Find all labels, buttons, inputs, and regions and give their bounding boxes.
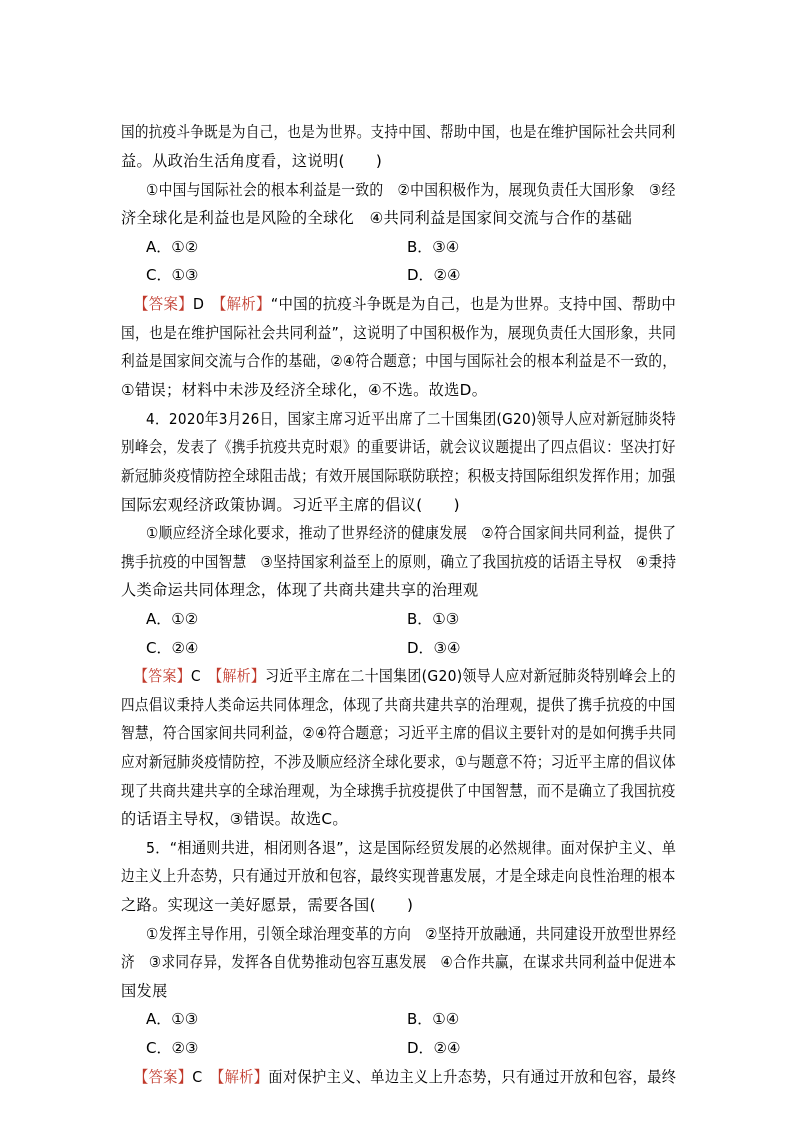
q4-analysis-line-4: 应对新冠肺炎疫情防控，不涉及顺应经济全球化要求，①与题意不符；习近平主席的倡议体 <box>121 753 676 771</box>
q3-option-d: D．②④ <box>407 266 461 284</box>
q4-analysis-line-6: 的话语主导权，③错误。故选C。 <box>121 810 348 828</box>
q5-analysis-line-1: 面对保护主义、单边主义上升态势，只有通过开放和包容，最终 <box>268 1068 677 1086</box>
q3-stem-line-1: 国的抗疫斗争既是为自己，也是为世界。支持中国、帮助中国，也是在维护国际社会共同利 <box>121 123 676 141</box>
q5-statement-line-3: 国发展 <box>121 982 168 1000</box>
q4-analysis-line-5: 现了共商共建共享的全球治理观，为全球携手抗疫提供了中国智慧，而不是确立了我国抗疫 <box>121 782 676 800</box>
q4-analysis-line-1: 习近平主席在二十国集团(G20)领导人应对新冠肺炎特别峰会上的 <box>265 667 676 685</box>
q4-statement-line-2: 携手抗疫的中国智慧 ③坚持国家利益至上的原则，确立了我国抗疫的话语主导权 ④秉持 <box>121 553 677 571</box>
q4-answer-tag: 【答案】 <box>134 667 191 685</box>
q5-option-d: D．②④ <box>407 1039 461 1057</box>
q4-stem-line-3: 新冠肺炎疫情防控全球阻击战；有效开展国际联防联控；积极支持国际组织发挥作用；加强 <box>121 467 676 485</box>
q5-option-c: C．②③ <box>146 1039 199 1057</box>
q4-answer: C <box>190 667 201 685</box>
q4-statement-line-1: ①顺应经济全球化要求，推动了世界经济的健康发展 ②符合国家间共同利益，提供了 <box>146 524 677 542</box>
q4-option-c: C．②④ <box>146 639 199 657</box>
q5-stem-line-1: 5．“相通则共进，相闭则各退”，这是国际经贸发展的必然规律。面对保护主义、单 <box>146 839 677 857</box>
q5-statement-line-1: ①发挥主导作用，引领全球治理变革的方向 ②坚持开放融通，共同建设开放型世界经 <box>146 925 677 943</box>
q3-option-a: A．①② <box>146 238 199 256</box>
q4-stem-line-4: 国际宏观经济政策协调。习近平主席的倡议( ) <box>121 496 460 514</box>
q4-option-a: A．①② <box>146 610 199 628</box>
q5-stem-line-2: 边主义上升态势，只有通过开放和包容，最终实现普惠发展，才是全球走向良性治理的根本 <box>121 867 676 885</box>
q4-option-b: B．①③ <box>407 610 460 628</box>
q4-stem-line-1: 4．2020年3月26日，国家主席习近平出席了二十国集团(G20)领导人应对新冠肺炎特 <box>146 410 676 428</box>
q4-analysis-line-3: 智慧，符合国家间共同利益，②④符合题意；习近平主席的倡议主要针对的是如何携手共同 <box>121 724 677 742</box>
q5-option-b: B．①④ <box>407 1010 460 1028</box>
q3-analysis-line-2: 国，也是在维护国际社会共同利益”，这说明了中国积极作为，展现负责任大国形象，共同 <box>121 324 677 342</box>
q5-stem-line-3: 之路。实现这一美好愿景，需要各国( ) <box>121 896 414 914</box>
q4-answer-line <box>134 666 676 686</box>
q3-option-b: B．③④ <box>407 238 460 256</box>
q4-analysis-tag: 【解析】 <box>215 667 266 685</box>
q3-analysis-line-4: ①错误；材料中未涉及经济全球化，④不选。故选D。 <box>121 381 488 399</box>
q5-answer: C <box>192 1068 203 1086</box>
q3-analysis-line-1: “中国的抗疫斗争既是为自己，也是为世界。支持中国、帮助中 <box>270 295 677 313</box>
q3-statement-line-1: ①中国与国际社会的根本利益是一致的 ②中国积极作为，展现负责任大国形象 ③经 <box>146 181 676 199</box>
q4-option-d: D．③④ <box>407 639 461 657</box>
q3-answer-line <box>134 294 676 314</box>
q3-analysis-tag: 【解析】 <box>219 295 271 313</box>
q3-statement-line-2: 济全球化是利益也是风险的全球化 ④共同利益是国家间交流与合作的基础 <box>121 209 633 227</box>
q3-answer-tag: 【答案】 <box>134 295 193 313</box>
q5-answer-line <box>134 1067 676 1087</box>
q3-option-c: C．①③ <box>146 266 199 284</box>
q4-stem-line-2: 别峰会，发表了《携手抗疫共克时艰》的重要讲话，就会议议题提出了四点倡议：坚决打好 <box>121 438 676 456</box>
q5-analysis-tag: 【解析】 <box>217 1068 269 1086</box>
q5-answer-tag: 【答案】 <box>134 1068 193 1086</box>
q4-analysis-line-2: 四点倡议秉持人类命运共同体理念，体现了共商共建共享的治理观，提供了携手抗疫的中国 <box>121 696 676 714</box>
q4-statement-line-3: 人类命运共同体理念，体现了共商共建共享的治理观 <box>121 581 479 599</box>
q3-answer: D <box>192 295 205 313</box>
q5-option-a: A．①③ <box>146 1010 199 1028</box>
q3-analysis-line-3: 利益是国家间交流与合作的基础，②④符合题意；中国与国际社会的根本利益是不一致的， <box>121 352 677 370</box>
q3-stem-line-2: 益。从政治生活角度看，这说明( ) <box>121 152 383 170</box>
q5-statement-line-2: 济 ③求同存异，发挥各自优势推动包容互惠发展 ④合作共赢，在谋求共同利益中促进本 <box>121 953 677 971</box>
